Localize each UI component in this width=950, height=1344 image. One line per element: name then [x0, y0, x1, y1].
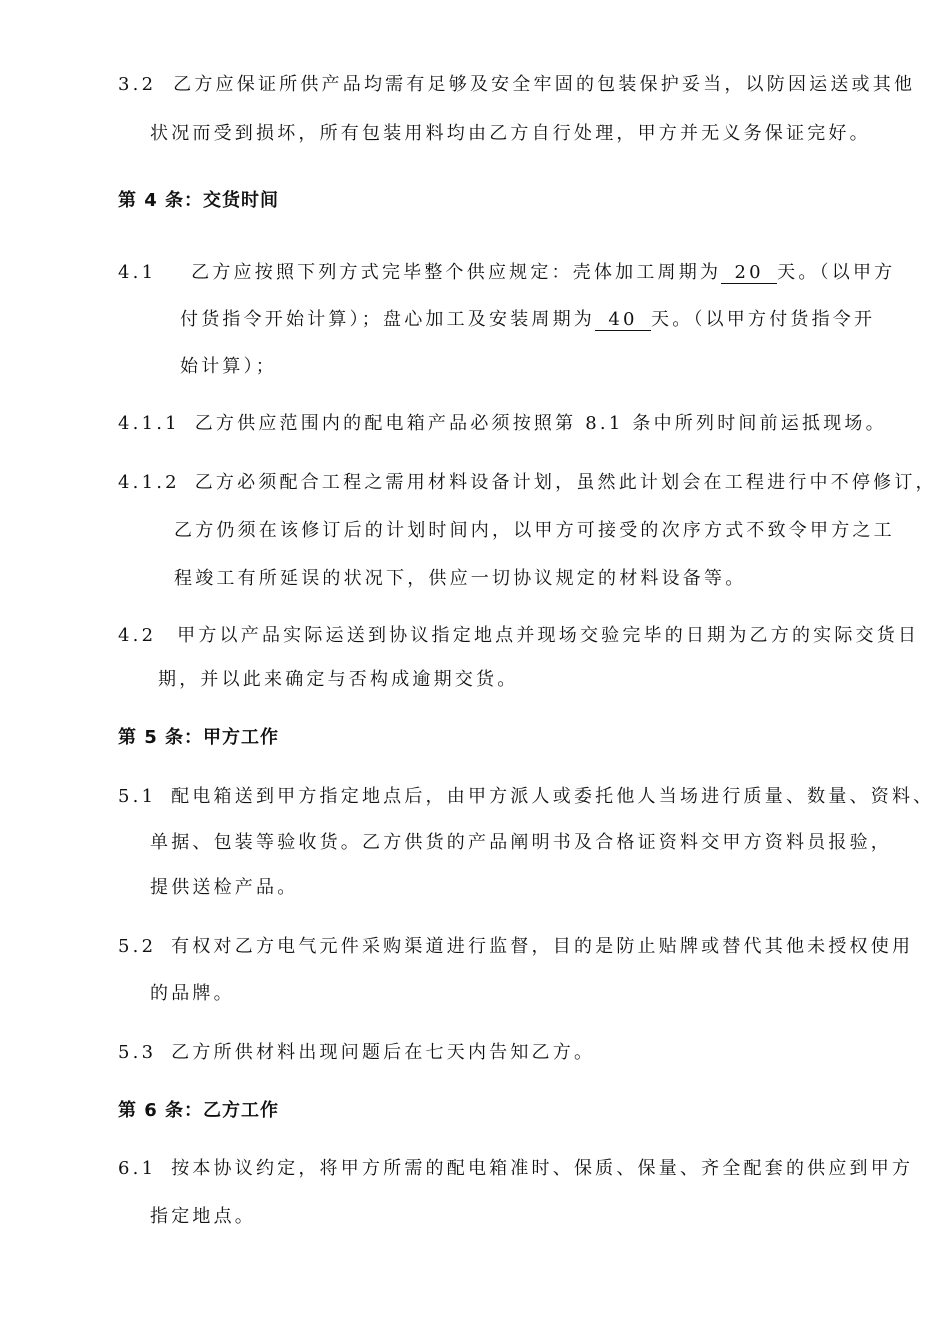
clause-text: 付货指令开始计算）；盘心加工及安装周期为 [180, 309, 595, 330]
clause-text: 甲方以产品实际运送到协议指定地点并现场交验完毕的日期为乙方的实际交货日 [177, 625, 920, 646]
clause-4-2-line-2: 期，并以此来确定与否构成逾期交货。 [158, 669, 519, 690]
clause-4-1-2-line-3: 程竣工有所延误的状况下，供应一切协议规定的材料设备等。 [174, 568, 747, 589]
clause-text: 乙方所供材料出现问题后在七天内告知乙方。 [171, 1042, 596, 1063]
clause-4-1-line-2 [180, 308, 875, 332]
clause-text: 天。（以甲方付货指令开 [651, 309, 876, 330]
clause-4-1-1-line-1 [118, 412, 887, 436]
clause-text: 乙方应按照下列方式完毕整个供应规定：壳体加工周期为 [191, 262, 722, 283]
article-5-heading: 第 5 条：甲方工作 [118, 727, 280, 748]
clause-3-2-line-2: 状况而受到损坏，所有包装用料均由乙方自行处理，甲方并无义务保证完好。 [150, 123, 871, 144]
clause-text: 有权对乙方电气元件采购渠道进行监督，目的是防止贴牌或替代其他未授权使用 [171, 936, 914, 957]
article-6-heading: 第 6 条：乙方工作 [118, 1100, 280, 1121]
clause-text: 乙方必须配合工程之需用材料设备计划，虽然此计划会在工程进行中不停修订， [194, 472, 937, 493]
clause-5-1-line-3: 提供送检产品。 [150, 877, 299, 898]
clause-4-1-2-line-1 [118, 471, 937, 495]
clause-5-1-line-1 [118, 785, 934, 809]
clause-number: 4.1.2 [118, 472, 180, 493]
clause-4-1-2-line-2: 乙方仍须在该修订后的计划时间内，以甲方可接受的次序方式不致令甲方之工 [174, 520, 895, 541]
clause-5-3-line-1 [118, 1041, 595, 1065]
core-days-blank: 40 [595, 310, 651, 331]
clause-number: 5.3 [118, 1042, 157, 1063]
clause-6-1-line-2: 指定地点。 [150, 1206, 256, 1227]
clause-4-1-line-1 [118, 261, 895, 285]
clause-text: 乙方供应范围内的配电箱产品必须按照第 8.1 条中所列时间前运抵现场。 [194, 413, 887, 434]
clause-6-1-line-1 [118, 1157, 913, 1181]
clause-number: 4.2 [118, 625, 157, 646]
clause-number: 4.1.1 [118, 413, 180, 434]
clause-text: 配电箱送到甲方指定地点后，由甲方派人或委托他人当场进行质量、数量、资料、 [171, 786, 935, 807]
clause-text: 天。（以甲方 [777, 262, 896, 283]
clause-4-1-line-3: 始计算）； [180, 356, 277, 377]
clause-text: 按本协议约定，将甲方所需的配电箱准时、保质、保量、齐全配套的供应到甲方 [171, 1158, 914, 1179]
clause-4-2-line-1 [118, 624, 919, 648]
clause-number: 5.2 [118, 936, 157, 957]
clause-number: 6.1 [118, 1158, 157, 1179]
clause-5-2-line-1 [118, 935, 913, 959]
shell-days-blank: 20 [721, 263, 777, 284]
clause-number: 4.1 [118, 262, 157, 283]
clause-5-1-line-2: 单据、包装等验收货。乙方供货的产品阐明书及合格证资料交甲方资料员报验， [150, 832, 892, 853]
clause-number: 5.1 [118, 786, 157, 807]
clause-5-2-line-2: 的品牌。 [150, 983, 235, 1004]
clause-text: 乙方应保证所供产品均需有足够及安全牢固的包装保护妥当，以防因运送或其他 [173, 74, 916, 95]
article-4-heading: 第 4 条：交货时间 [118, 190, 280, 211]
clause-number: 3.2 [118, 74, 157, 95]
clause-3-2-line-1 [118, 73, 915, 97]
